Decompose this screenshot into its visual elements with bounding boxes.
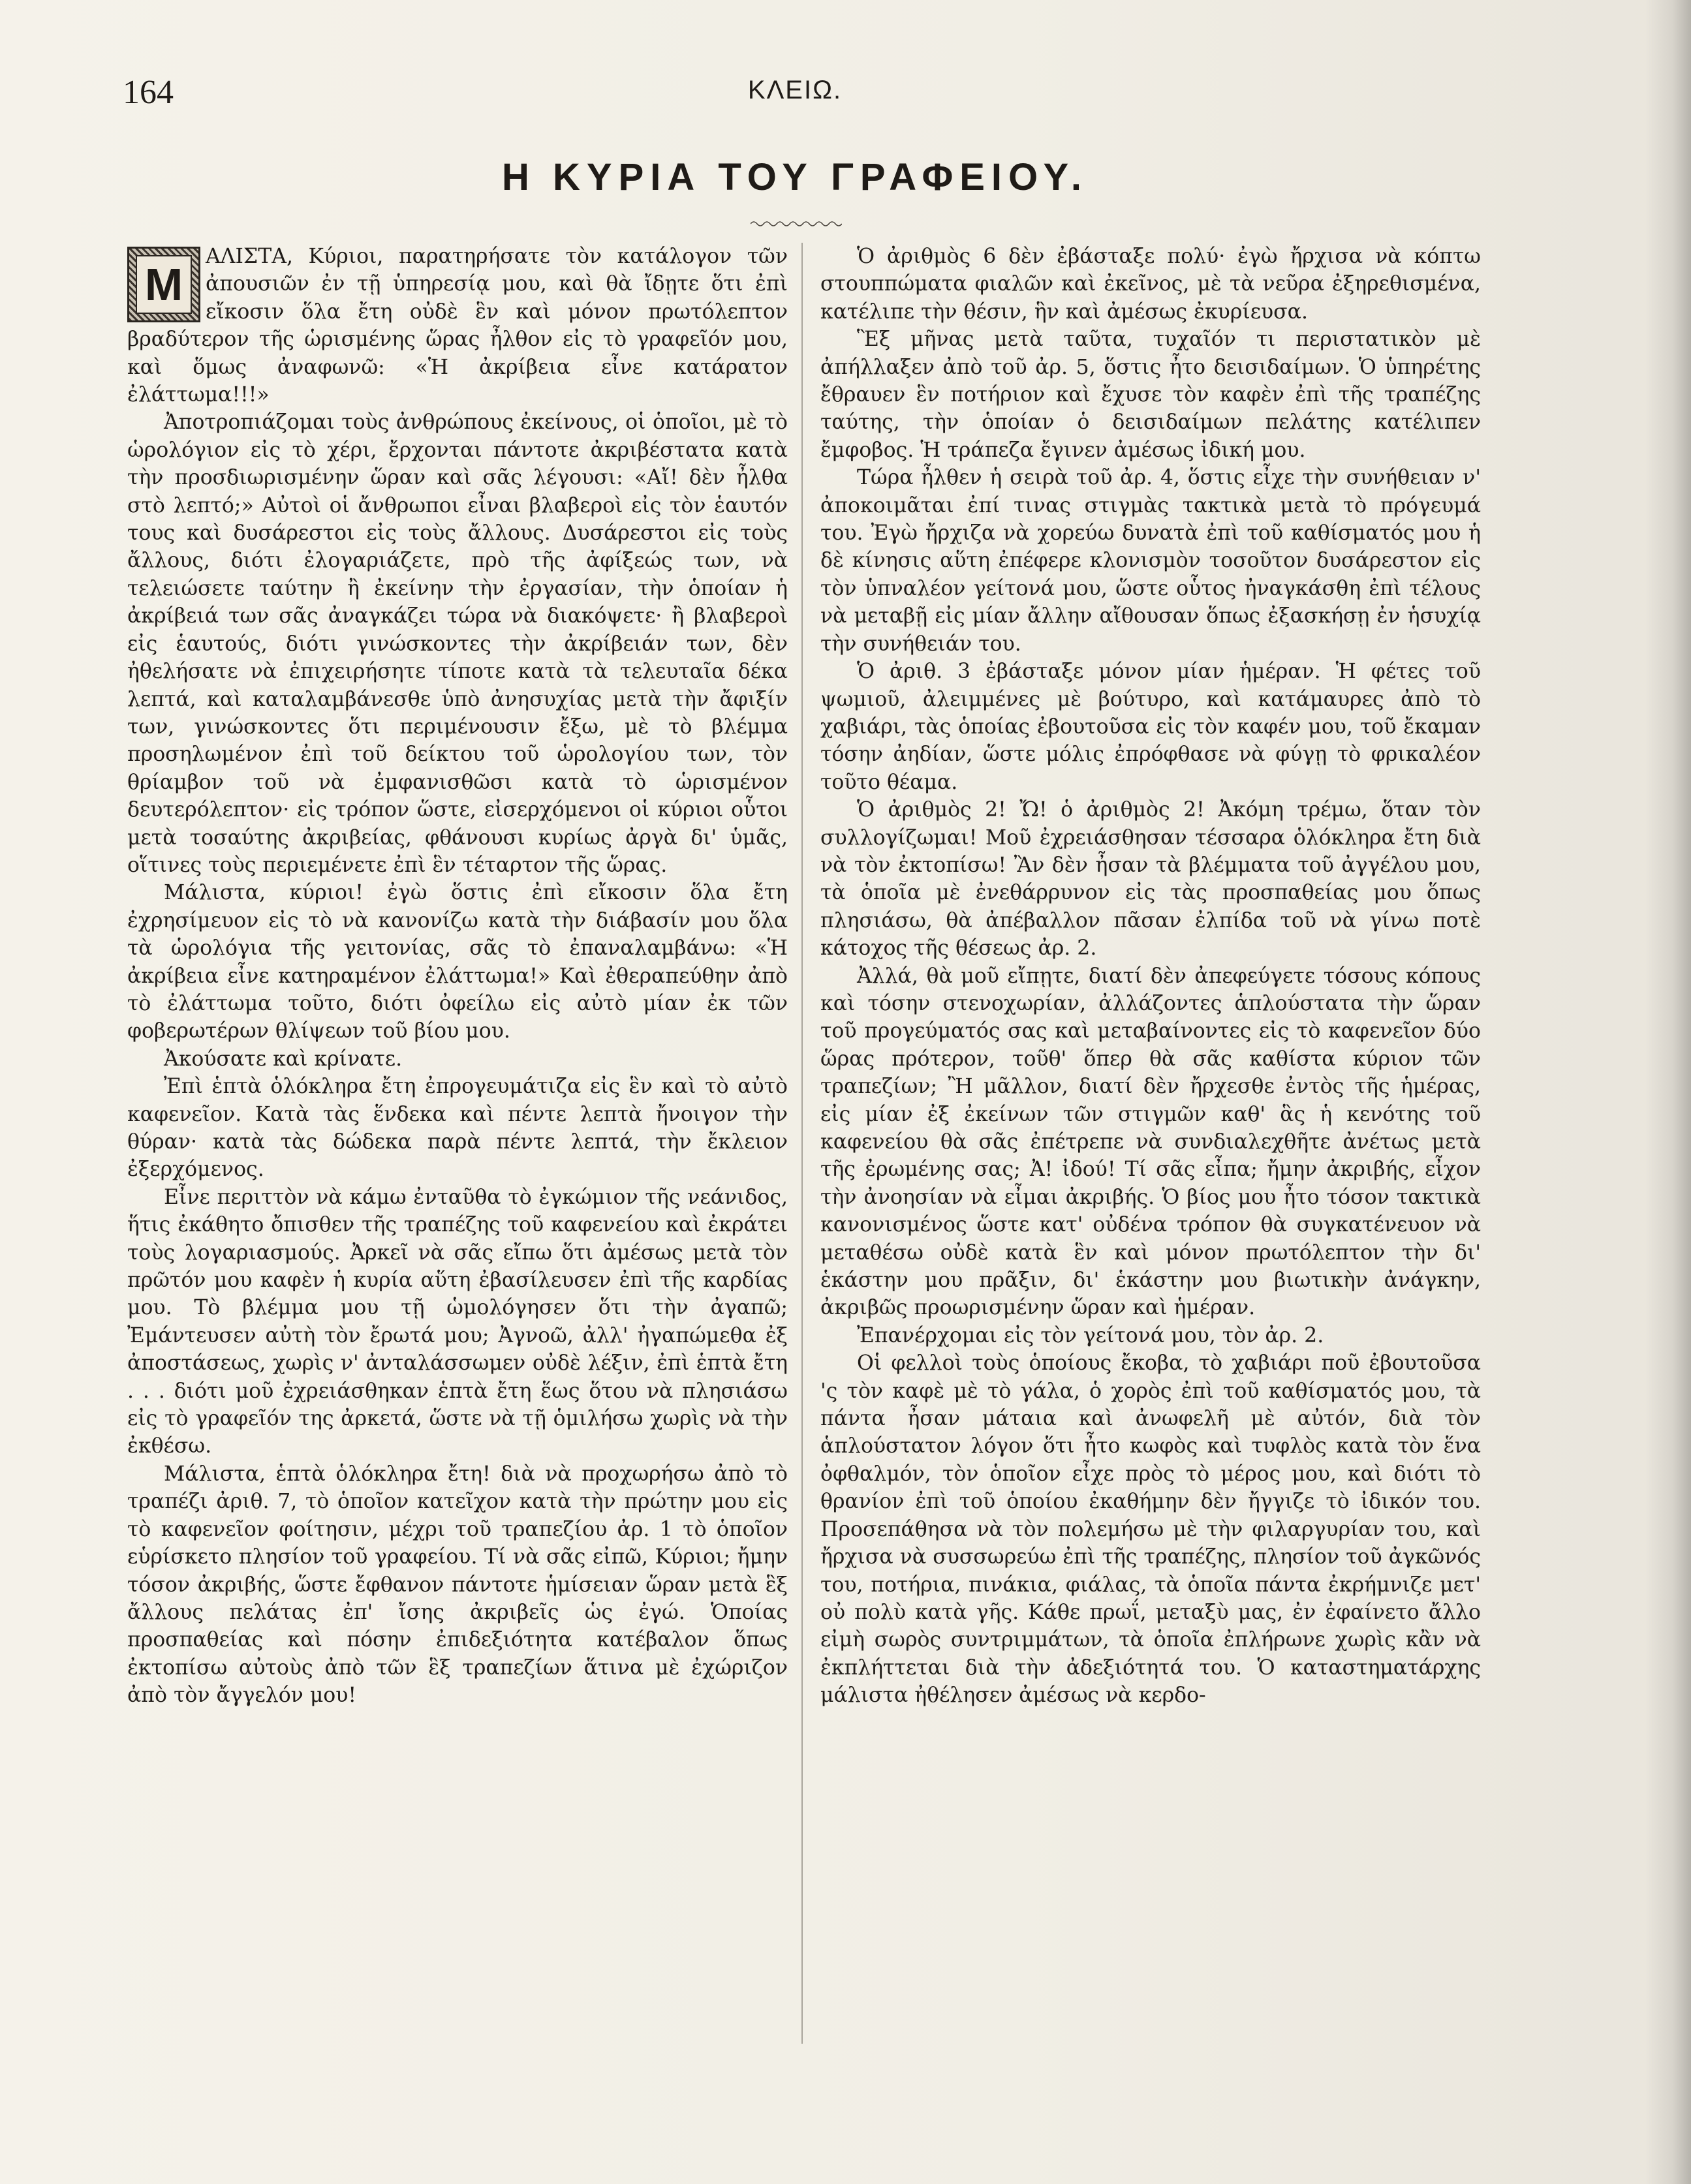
drop-cap-letter: Μ xyxy=(136,255,192,314)
paragraph-7: Μάλιστα, ἑπτὰ ὁλόκληρα ἔτη! διὰ νὰ προχωρήσω ἀπὸ τὸ τραπέζι ἀριθ. 7, τὸ ὁποῖον κατεῖχον κατὰ τὴν πρώτην μου εἰς τὸ καφενεῖον φοίτησιν, μέχρι τοῦ τραπεζίου ἀρ. 1 τὸ ὁποῖον εὑρίσκετο πλησίον τοῦ γραφείου. Τί νὰ σᾶς εἰπῶ, Κύριοι; ἤμην τόσον ἀκριβής, ὥστε ἔφθανον πάντοτε ἡμίσειαν ὥραν μετὰ ἓξ ἄλλους πελάτας ἐπ' ἴσης ἀκριβεῖς ὡς ἐγώ. Ὁποίας προσπαθείας καὶ πόσην ἐπιδεξιότητα κατέβαλον ὅπως ἐκτοπίσω αὐτοὺς ἀπὸ τῶν ἓξ τραπεζίων ἅτινα μὲ ἐχώριζον ἀπὸ τὸν ἄγγελόν μου! xyxy=(127,1462,788,1708)
paragraph-9: Ἓξ μῆνας μετὰ ταῦτα, τυχαῖόν τι περιστατικὸν μὲ ἀπήλλαξεν ἀπὸ τοῦ ἀρ. 5, ὅστις ἦτο δεισιδαίμων. Ὁ ὑπηρέτης ἔθραυεν ἓν ποτήριον καὶ ἔχυσε τὸν καφὲν ἐπὶ τῆς τραπέζης ταύτης, τὴν ὁποίαν ὁ δεισιδαίμων πελάτης κατέλιπεν ἔμφοβος. Ἡ τράπεζα ἔγινεν ἀμέσως ἰδική μου. xyxy=(820,328,1481,462)
article-title: Η ΚΥΡΙΑ ΤΟΥ ΓΡΑΦΕΙΟΥ. xyxy=(502,156,1088,198)
paragraph-12: Ὁ ἀριθμὸς 2! Ὤ! ὁ ἀριθμὸς 2! Ἀκόμη τρέμω, ὅταν τὸν συλλογίζωμαι! Μοῦ ἐχρειάσθησαν τέσσαρα ὁλόκληρα ἔτη διὰ νὰ τὸν ἐκτοπίσω! Ἂν δὲν ἦσαν τὰ βλέμματα τοῦ ἀγγέλου μου, τὰ ὁποῖα μὲ ἐνεθάρρυνον εἰς τὰς προσπαθείας μου ὅπως πλησιάσω, θὰ ἀπέβαλλον πᾶσαν ἐλπίδα τοῦ νὰ γίνω ποτὲ κάτοχος τῆς θέσεως ἀρ. 2. xyxy=(820,798,1481,961)
paragraph-11: Ὁ ἀριθ. 3 ἐβάσταξε μόνον μίαν ἡμέραν. Ἡ φέτες τοῦ ψωμιοῦ, ἀλειμμένες μὲ βούτυρο, καὶ κατάμαυρες ἀπὸ τὸ χαβιάρι, τὰς ὁποίας ἐβουτοῦσα εἰς τὸν καφέν μου, τοῦ ἔκαμαν τόσην ἀηδίαν, ὥστε μόλις ἐπρόφθασε νὰ φύγῃ τὸ φρικαλέον τοῦτο θέαμα. xyxy=(820,660,1481,794)
paragraph-5: Ἐπὶ ἑπτὰ ὁλόκληρα ἔτη ἐπρογευμάτιζα εἰς ἓν καὶ τὸ αὐτὸ καφενεῖον. Κατὰ τὰς ἕνδεκα καὶ πέντε λεπτὰ ἤνοιγον τὴν θύραν· κατὰ τὰς δώδεκα παρὰ πέντε λεπτά, τὴν ἔκλειον ἐξερχόμενος. xyxy=(127,1075,788,1182)
paragraph-8: Ὁ ἀριθμὸς 6 δὲν ἐβάσταξε πολύ· ἐγὼ ἤρχισα νὰ κόπτω στουππώματα φιαλῶν καὶ ἐκεῖνος, μὲ τὰ νεῦρα ἐξηρεθισμένα, κατέλιπε τὴν θέσιν, ἣν καὶ ἀμέσως ἐκυρίευσα. xyxy=(820,245,1481,324)
page-number: 164 xyxy=(123,74,174,111)
title-ornament-icon xyxy=(751,219,842,228)
paragraph-13: Ἀλλά, θὰ μοῦ εἴπῃτε, διατί δὲν ἀπεφεύγετε τόσους κόπους καὶ τόσην στενοχωρίαν, ἀλλάζοντες ἁπλούστατα τὴν ὥραν τοῦ προγεύματός σας καὶ μεταβαίνοντες εἰς τὸ καφενεῖον δύο ὥρας πρότερον, τοῦθ' ὅπερ θὰ σᾶς καθίστα κύριον τῶν τραπεζίων; Ἢ μᾶλλον, διατί δὲν ἤρχεσθε ἐντὸς τῆς ἡμέρας, εἰς μίαν ἐξ ἐκείνων τῶν στιγμῶν καθ' ἃς ἡ κενότης τοῦ καφενείου θὰ σᾶς ἐπέτρεπε νὰ συνδιαλεχθῆτε ἀνέτως μετὰ τῆς ἐρωμένης σας; Ἀ! ἰδού! Τί σᾶς εἶπα; ἤμην ἀκριβής, εἶχον τὴν ἀνοησίαν νὰ εἶμαι ἀκριβής. Ὁ βίος μου ἦτο τόσον τακτικὰ κανονισμένος ὥστε κατ' οὐδένα τρόπον θὰ συγκατένευον νὰ μεταθέσω οὐδὲ κατὰ ἓν καὶ μόνον πρωτόλεπτον τὴν δι' ἑκάστην μου πρᾶξιν, δι' ἑκάστην μου βιωτικὴν ἀνάγκην, ἀκριβῶς προωρισμένην ὥραν καὶ ἡμέραν. xyxy=(820,964,1481,1320)
paragraph-text: ΑΛΙΣΤΑ, Κύριοι, παρατηρήσατε τὸν κατάλογον τῶν ἀπουσιῶν ἐν τῇ ὑπηρεσίᾳ μου, καὶ θὰ ἴδῃτε ὅτι ἐπὶ εἴκοσιν ὅλα ἔτη οὐδὲ ἓν καὶ μόνον πρωτόλεπτον βραδύτερον τῆς ὡρισμένης ὥρας ἦλθον εἰς τὸ γραφεῖόν μου, καὶ ὅμως ἀναφωνῶ: «Ἡ ἀκρίβεια εἶνε κατάρατον ἐλάττωμα!!!» xyxy=(127,245,788,407)
paragraph-1 xyxy=(127,243,788,408)
binding-shadow xyxy=(1645,0,1691,2184)
running-head xyxy=(123,73,1467,119)
paragraph-15: Οἱ φελλοὶ τοὺς ὁποίους ἔκοβα, τὸ χαβιάρι ποῦ ἐβουτοῦσα 'ς τὸν καφὲ μὲ τὸ γάλα, ὁ χορὸς ἐπὶ τοῦ καθίσματός μου, τὰ πάντα ἦσαν μάταια καὶ ἀνωφελῆ μὲ αὐτόν, διὰ τὸν ἁπλούστατον λόγον ὅτι ἦτο κωφὸς καὶ τυφλὸς κατὰ τὸν ἕνα ὀφθαλμόν, τὸν ὁποῖον εἶχε πρὸς τὸ μέρος μου, καὶ διότι τὸ θρανίον ἐπὶ τοῦ ὁποίου ἐκαθήμην δὲν ἤγγιζε τὸ ἰδικόν του. Προσεπάθησα νὰ τὸν πολεμήσω μὲ τὴν φιλαργυρίαν του, καὶ ἤρχισα νὰ συσσωρεύω ἐπὶ τῆς τραπέζης, πλησίον τοῦ ἀγκῶνός του, ποτήρια, πινάκια, φιάλας, τὰ ὁποῖα πάντα ἐκρήμνιζε μετ' οὐ πολὺ κατὰ γῆς. Κάθε πρωΐ, μεταξὺ μας, ἐν ἐφαίνετο ἄλλο εἰμὴ σωρὸς συντριμμάτων, τὰ ὁποῖα ἐπλήρωνε χωρὶς κἂν νὰ ἐκπλήττεται διὰ τὴν ἀδεξιότητά του. Ὁ καταστηματάρχης μάλιστα ἠθέλησεν ἀμέσως νὰ κερδο- xyxy=(820,1351,1481,1708)
left-column xyxy=(127,243,788,1710)
paragraph-2: Ἀποτροπιάζομαι τοὺς ἀνθρώπους ἐκείνους, οἱ ὁποῖοι, μὲ τὸ ὡρολόγιον εἰς τὸ χέρι, ἔρχονται πάντοτε ἀκριβέστατα κατὰ τὴν προσδιωρισμένην ὥραν καὶ σᾶς λέγουσι: «Αἴ! δὲν ἦλθα στὸ λεπτό;» Αὐτοὶ οἱ ἄνθρωποι εἶναι βλαβεροὶ εἰς τὸν ἑαυτόν τους καὶ δυσάρεστοι εἰς τοὺς ἄλλους. Δυσάρεστοι εἰς τοὺς ἄλλους, διότι ἐλογαριάζετε, πρὸ τῆς ἀφίξεώς των, νὰ τελειώσετε ταύτην ἢ ἐκείνην τὴν ἐργασίαν, τὴν ὁποίαν ἡ ἀκρίβειά των σᾶς ἀναγκάζει τώρα νὰ διακόψετε· ἢ βλαβεροὶ εἰς ἑαυτούς, διότι γινώσκοντες τὴν ἀκρίβειάν των, δὲν ἠθελήσατε νὰ ἐπιχειρήσητε τίποτε κατὰ τὰ τελευταῖα δέκα λεπτά, καὶ καταλαμβάνεσθε ὑπὸ ἀνησυχίας μετὰ τὴν ἄφιξίν των, γινώσκοντες ὅτι περιμένουσιν ἔξω, μὲ τὸ βλέμμα προσηλωμένον ἐπὶ τοῦ δείκτου τοῦ ὡρολογίου των, τὸν θρίαμβον τοῦ νὰ ἐμφανισθῶσι κατὰ τὸ ὡρισμένον δευτερόλεπτον· εἰς τρόπον ὥστε, εἰσερχόμενοι οἱ κύριοι οὗτοι μετὰ τοσαύτης ἀκριβείας, φθάνουσι κυρίως ἀργὰ δι' ὑμᾶς, οἵτινες τοὺς περιεμένετε ἐπὶ ἓν τέταρτον τῆς ὥρας. xyxy=(127,410,788,877)
column-divider xyxy=(801,243,803,2044)
paragraph-14: Ἐπανέρχομαι εἰς τὸν γείτονά μου, τὸν ἀρ. 2. xyxy=(857,1323,1324,1347)
drop-cap-initial xyxy=(127,247,200,322)
journal-name: ΚΛΕΙΩ. xyxy=(747,76,843,104)
paragraph-6: Εἶνε περιττὸν νὰ κάμω ἐνταῦθα τὸ ἐγκώμιον τῆς νεάνιδος, ἥτις ἐκάθητο ὄπισθεν τῆς τραπέζης τοῦ καφενείου καὶ ἐκράτει τοὺς λογαριασμούς. Ἀρκεῖ νὰ σᾶς εἴπω ὅτι ἀμέσως μετὰ τὸν πρῶτόν μου καφὲν ἡ κυρία αὕτη ἐβασίλευσεν ἐπὶ τῆς καρδίας μου. Τὸ βλέμμα μου τῇ ὡμολόγησεν ὅτι τὴν ἀγαπῶ; Ἐμάντευσεν αὐτὴ τὸν ἔρωτά μου; Ἀγνοῶ, ἀλλ' ἠγαπώμεθα ἐξ ἀποστάσεως, χωρὶς ν' ἀνταλάσσωμεν οὐδὲ λέξιν, ἐπὶ ἑπτὰ ἔτη . . . διότι μοῦ ἐχρειάσθηκαν ἑπτὰ ἔτη ἕως ὅτου νὰ πλησιάσω εἰς τὸ γραφεῖόν της ἀρκετά, ὥστε νὰ τῇ ὁμιλήσω χωρὶς νὰ τὴν ἐκθέσω. xyxy=(127,1185,788,1458)
paragraph-10: Τώρα ἦλθεν ἡ σειρὰ τοῦ ἀρ. 4, ὅστις εἶχε τὴν συνήθειαν ν' ἀποκοιμᾶται ἐπί τινας στιγμὰς τακτικὰ μετὰ τὸ πρόγευμά του. Ἐγὼ ἤρχιζα νὰ χορεύω δυνατὰ ἐπὶ τοῦ καθίσματός μου ἡ δὲ κίνησις αὕτη ἐπέφερε κλονισμὸν τοσοῦτον δυσάρεστον εἰς τὸν ὑπναλέον γείτονά μου, ὥστε οὗτος ἠναγκάσθη ἐπὶ τέλους νὰ μεταβῇ εἰς μίαν ἄλλην αἴθουσαν ὅπως ἐξασκήσῃ ἐν ἡσυχίᾳ τὴν συνήθειάν του. xyxy=(820,466,1481,656)
paragraph-3: Μάλιστα, κύριοι! ἐγὼ ὅστις ἐπὶ εἴκοσιν ὅλα ἔτη ἐχρησίμευον εἰς τὸ νὰ κανονίζω κατὰ τὴν διάβασίν μου ὅλα τὰ ὡρολόγια τῆς γειτονίας, σᾶς τὸ ἐπαναλαμβάνω: «Ἡ ἀκρίβεια εἶνε κατηραμένον ἐλάττωμα!» Καὶ ἐθεραπεύθην ἀπὸ τὸ ἐλάττωμα τοῦτο, διότι ὀφείλω εἰς αὐτὸ μίαν ἐκ τῶν φοβερωτέρων θλίψεων τοῦ βίου μου. xyxy=(127,881,788,1043)
right-column xyxy=(820,243,1481,1710)
paragraph-4: Ἀκούσατε καὶ κρίνατε. xyxy=(164,1047,403,1071)
